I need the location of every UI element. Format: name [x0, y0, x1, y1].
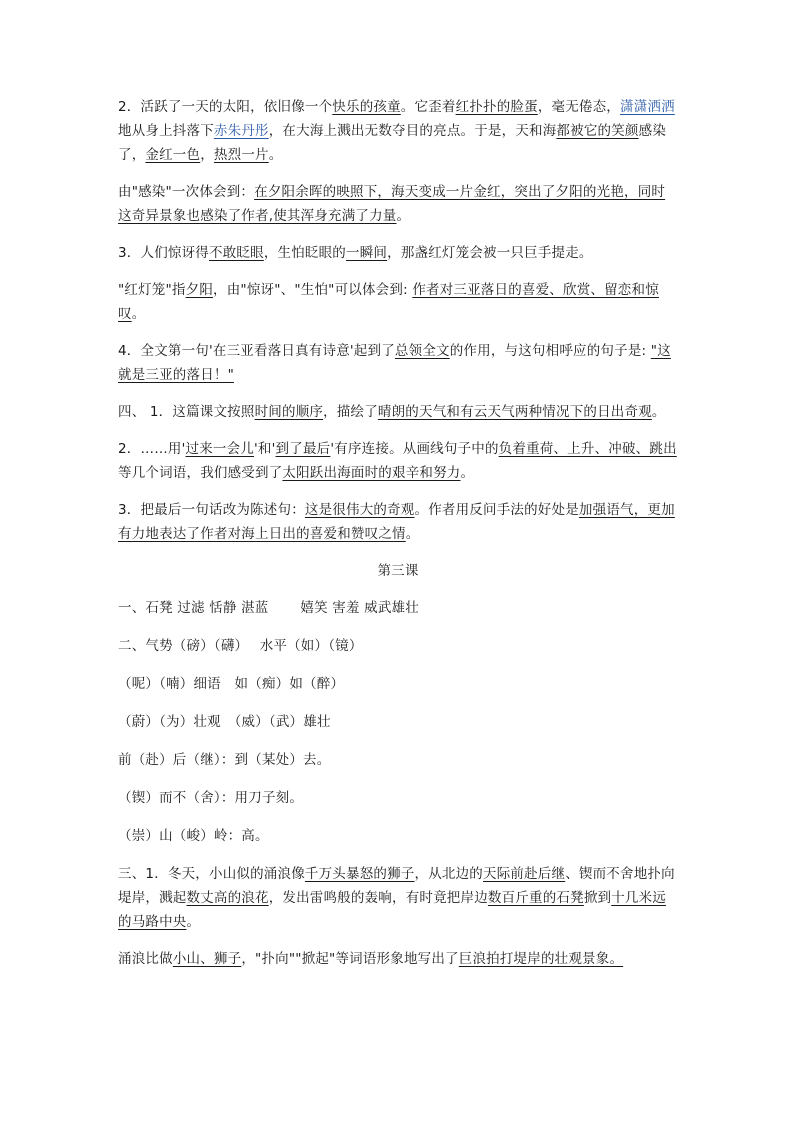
underlined-text: 过来一会儿 [185, 441, 255, 457]
text: 4．全文第一句'在三亚看落日真有诗意'起到了 [118, 343, 395, 359]
text: 感染了， [118, 123, 667, 163]
underlined-text: 这是很伟大的奇观 [304, 502, 415, 518]
underlined-text: 巨浪拍打堤岸的壮观景象。 [458, 951, 624, 967]
definition-line: （锲）而不（舍）：用刀子刻。 [118, 790, 304, 806]
word-list-line: 一、石凳 过滤 恬静 湛蓝 嬉笑 害羞 威武雄壮 [118, 600, 419, 616]
text: 。 [405, 526, 420, 542]
text: 、锲而不舍地扑向堤岸，溅起 [118, 866, 675, 906]
text: 。 [131, 306, 146, 322]
underlined-link-text: 赤朱丹彤 [213, 123, 269, 139]
underlined-text: 到了最后 [275, 441, 331, 457]
underlined-text: 金红一色 [145, 147, 201, 163]
text: 的作用，与这句相呼应的句子是: [449, 343, 651, 359]
underlined-text: 一瞬间 [346, 245, 388, 261]
text: 。它歪着 [400, 99, 456, 115]
paragraph-3 [118, 241, 678, 265]
underlined-text: 数丈高的浪花 [186, 890, 269, 906]
text: ，发出雷鸣般的轰响，有时竟把岸边 [268, 890, 488, 906]
text: ，在大海上溅出无数夺目的亮点。于是，天和海 [268, 123, 557, 139]
text: 。 [186, 914, 201, 930]
paragraph-1 [118, 95, 678, 167]
paragraph-9 [118, 862, 678, 934]
text: 掀到 [583, 890, 612, 906]
text: ， [200, 147, 214, 163]
underlined-text: 天际前赴后继 [483, 866, 566, 882]
underlined-text: 时间的顺序 [254, 404, 324, 420]
underlined-text: 加强语气，更加有力地表达了作者对海上日出的喜爱和赞叹之情 [118, 502, 675, 542]
underlined-text: 晴朗的天气和有云天气两种情况下的日出奇观 [377, 404, 652, 420]
underlined-text: 都被它的笑颜 [556, 123, 639, 139]
underlined-text: 红扑扑的脸蛋 [455, 99, 538, 115]
text: 涌浪比做 [118, 951, 173, 967]
text: 。 [268, 147, 283, 163]
text: '有序连接。从画线句子中的 [330, 441, 499, 457]
underlined-text: 夕阳 [185, 282, 214, 298]
paragraph-4 [118, 278, 678, 326]
paragraph-2 [118, 180, 678, 228]
fill-in-line: （呢）（喃）细语 如（痴）如（醉） [118, 676, 345, 692]
text: ，描绘了 [323, 404, 378, 420]
paragraph-6 [118, 400, 678, 424]
underlined-text: 数百斤重的石凳 [487, 890, 584, 906]
text: ，从北边的 [414, 866, 483, 882]
underlined-text: 作者对三亚落日的喜爱、欣赏、留恋和惊叹 [118, 282, 659, 322]
underlined-text: 总领全文 [394, 343, 450, 359]
text: ，生怕眨眼的 [263, 245, 347, 261]
underlined-text: 负着重荷、上升、冲破、跳出 [498, 441, 677, 457]
text: 3．人们惊讶得 [118, 245, 209, 261]
underlined-text: 热烈一片 [213, 147, 269, 163]
text: 。 [460, 465, 475, 481]
text: 四、 1．这篇课文按照 [118, 404, 255, 420]
text: 2．……用' [118, 441, 186, 457]
underlined-text: 太阳跃出海面时的艰辛和努力 [282, 465, 461, 481]
text: 2．活跃了一天的太阳，依旧像一个 [118, 99, 333, 115]
text: ，那盏红灯笼会被一只巨手提走。 [387, 245, 593, 261]
lesson-title: 第三课 [377, 563, 419, 579]
underlined-text: 快乐的孩童 [332, 99, 401, 115]
text: 等几个词语，我们感受到了 [118, 465, 283, 481]
text: '和' [254, 441, 276, 457]
text: 。 [651, 404, 666, 420]
text: 。作者用反问手法的好处是 [414, 502, 579, 518]
paragraph-7 [118, 437, 678, 485]
paragraph-10 [118, 947, 678, 971]
document-page [118, 95, 678, 984]
underlined-text: "这就是三亚的落日！" [118, 343, 671, 383]
text: 由"感染"一次体会到： [118, 184, 255, 200]
text: "红灯笼"指 [118, 282, 186, 298]
definition-line: （崇）山（峻）岭：高。 [118, 828, 269, 844]
fill-in-line: 二、气势（磅）（礴） 水平（如）（镜） [118, 638, 363, 654]
underlined-text: 十几米远的马路中央 [118, 890, 667, 930]
underlined-link-text: 潇潇洒洒 [620, 99, 675, 115]
text: 。 [396, 208, 411, 224]
text: 三、1．冬天，小山似的涌浪像 [118, 866, 305, 882]
text: ，"扑向""掀起"等词语形象地写出了 [241, 951, 459, 967]
fill-in-line: （蔚）（为）壮观 （威）（武）雄壮 [118, 714, 331, 730]
text: ，毫无倦态， [537, 99, 621, 115]
text: 地从身上抖落下 [118, 123, 214, 139]
underlined-text: 在夕阳余晖的映照下，海天变成一片金红，突出了夕阳的光艳，同时这奇异景象也感染了作者,使其浑身充满了力量 [118, 184, 666, 224]
underlined-text: 小山、狮子 [172, 951, 242, 967]
paragraph-5 [118, 339, 678, 387]
text: 3．把最后一句话改为陈述句： [118, 502, 305, 518]
definition-line: 前（赴）后（继）：到（某处）去。 [118, 752, 331, 768]
underlined-text: 千万头暴怒的狮子 [304, 866, 415, 882]
paragraph-8 [118, 498, 678, 546]
underlined-text: 不敢眨眼 [209, 245, 264, 261]
text: ，由"惊讶"、"生怕"可以体会到: [213, 282, 413, 298]
